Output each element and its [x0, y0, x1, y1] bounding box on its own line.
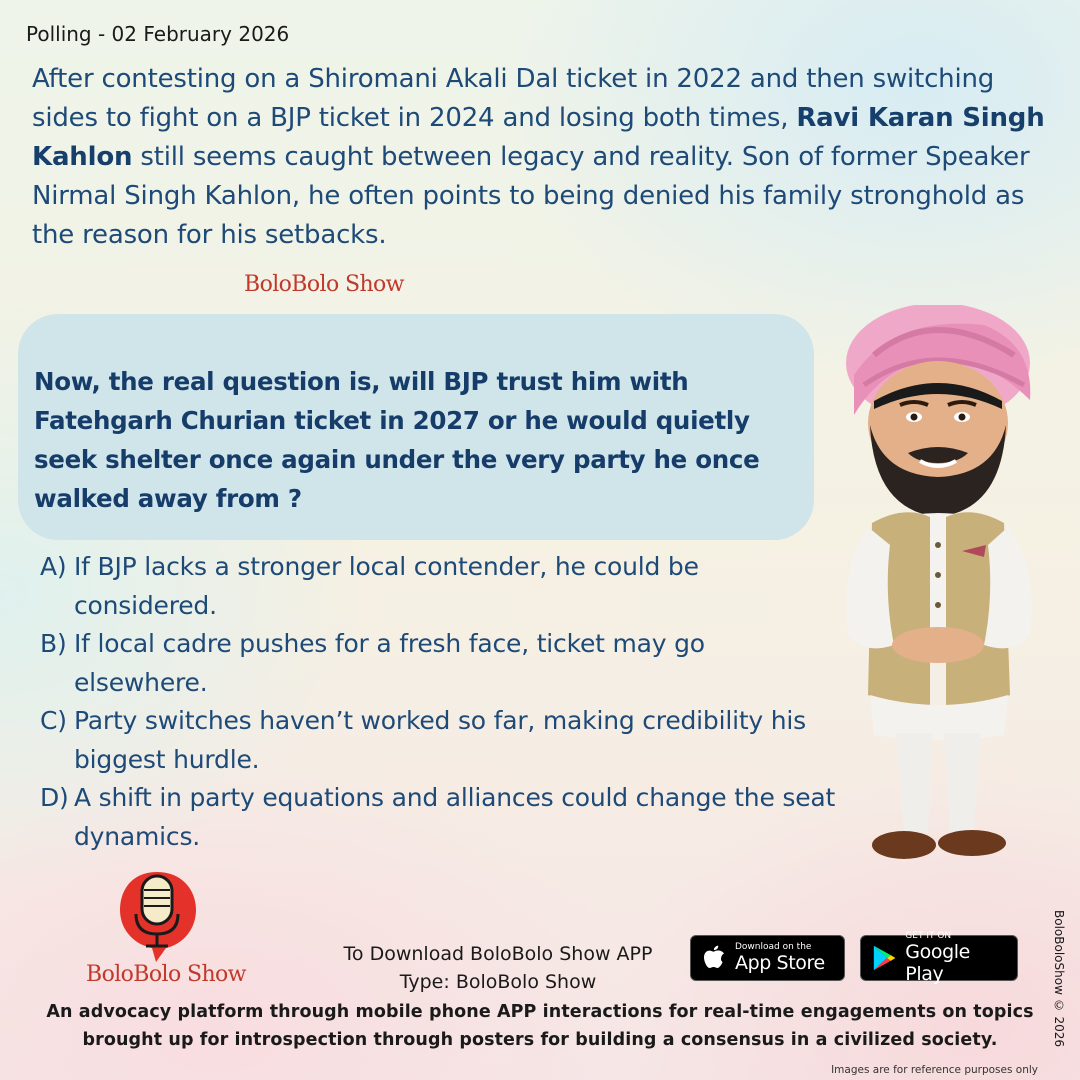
download-instructions [330, 940, 666, 996]
app-store-big-text: App Store [735, 952, 825, 974]
brand-logo-text: BoloBolo Show [86, 962, 246, 987]
option-letter: B) [40, 629, 67, 658]
option-text: If BJP lacks a stronger local contender, he could be considered. [74, 552, 699, 620]
poll-options [40, 548, 840, 856]
poll-option-d[interactable] [40, 779, 840, 856]
app-store-button[interactable] [690, 935, 845, 981]
question-text: Now, the real question is, will BJP trust him with Fatehgarh Churian ticket in 2027 or he would quietly seek shelter once again under the very party he once walked away from ? [34, 367, 760, 513]
download-line: To Download BoloBolo Show APP [343, 943, 653, 965]
platform-tagline: An advocacy platform through mobile phone APP interactions for real-time engagements on topics brought up for introspection through posters for building a consensus in a civilized society. [46, 1002, 1034, 1050]
type-line: Type: BoloBolo Show [399, 971, 597, 993]
copyright-vertical: BoloBoloShow © 2026 [1052, 910, 1066, 1048]
microphone-speech-bubble-icon [112, 866, 202, 966]
option-letter: A) [40, 552, 67, 581]
app-store-small-text: Download on the [735, 942, 812, 952]
google-play-big-text: Google Play [905, 941, 970, 985]
option-letter: C) [40, 706, 67, 735]
question-box [18, 314, 814, 540]
apple-icon [701, 943, 727, 973]
brand-wordmark: BoloBolo Show [244, 272, 404, 297]
option-letter: D) [40, 783, 69, 812]
google-play-small-text: GET IT ON [905, 931, 952, 941]
intro-paragraph [32, 60, 1052, 255]
poll-option-b[interactable] [40, 625, 840, 702]
option-text: Party switches haven’t worked so far, making credibility his biggest hurdle. [74, 706, 806, 774]
poll-date: Polling - 02 February 2026 [26, 22, 290, 46]
poll-option-a[interactable] [40, 548, 840, 625]
option-text: If local cadre pushes for a fresh face, ticket may go elsewhere. [74, 629, 705, 697]
poll-option-c[interactable] [40, 702, 840, 779]
google-play-icon [871, 943, 897, 973]
image-disclaimer: Images are for reference purposes only [831, 1064, 1038, 1076]
intro-text-before: After contesting on a Shiromani Akali Dal ticket in 2022 and then switching sides to fight on a BJP ticket in 2024 and losing both times, [32, 64, 995, 133]
google-play-button[interactable] [860, 931, 1018, 985]
option-text: A shift in party equations and alliances could change the seat dynamics. [74, 783, 836, 851]
intro-text-after: still seems caught between legacy and reality. Son of former Speaker Nirmal Singh Kahlon, he often points to being denied his family stronghold as the reason for his setbacks. [32, 142, 1030, 250]
caricature-illustration [834, 305, 1044, 875]
intro-person-name: Ravi Karan Singh Kahlon [32, 103, 1045, 172]
